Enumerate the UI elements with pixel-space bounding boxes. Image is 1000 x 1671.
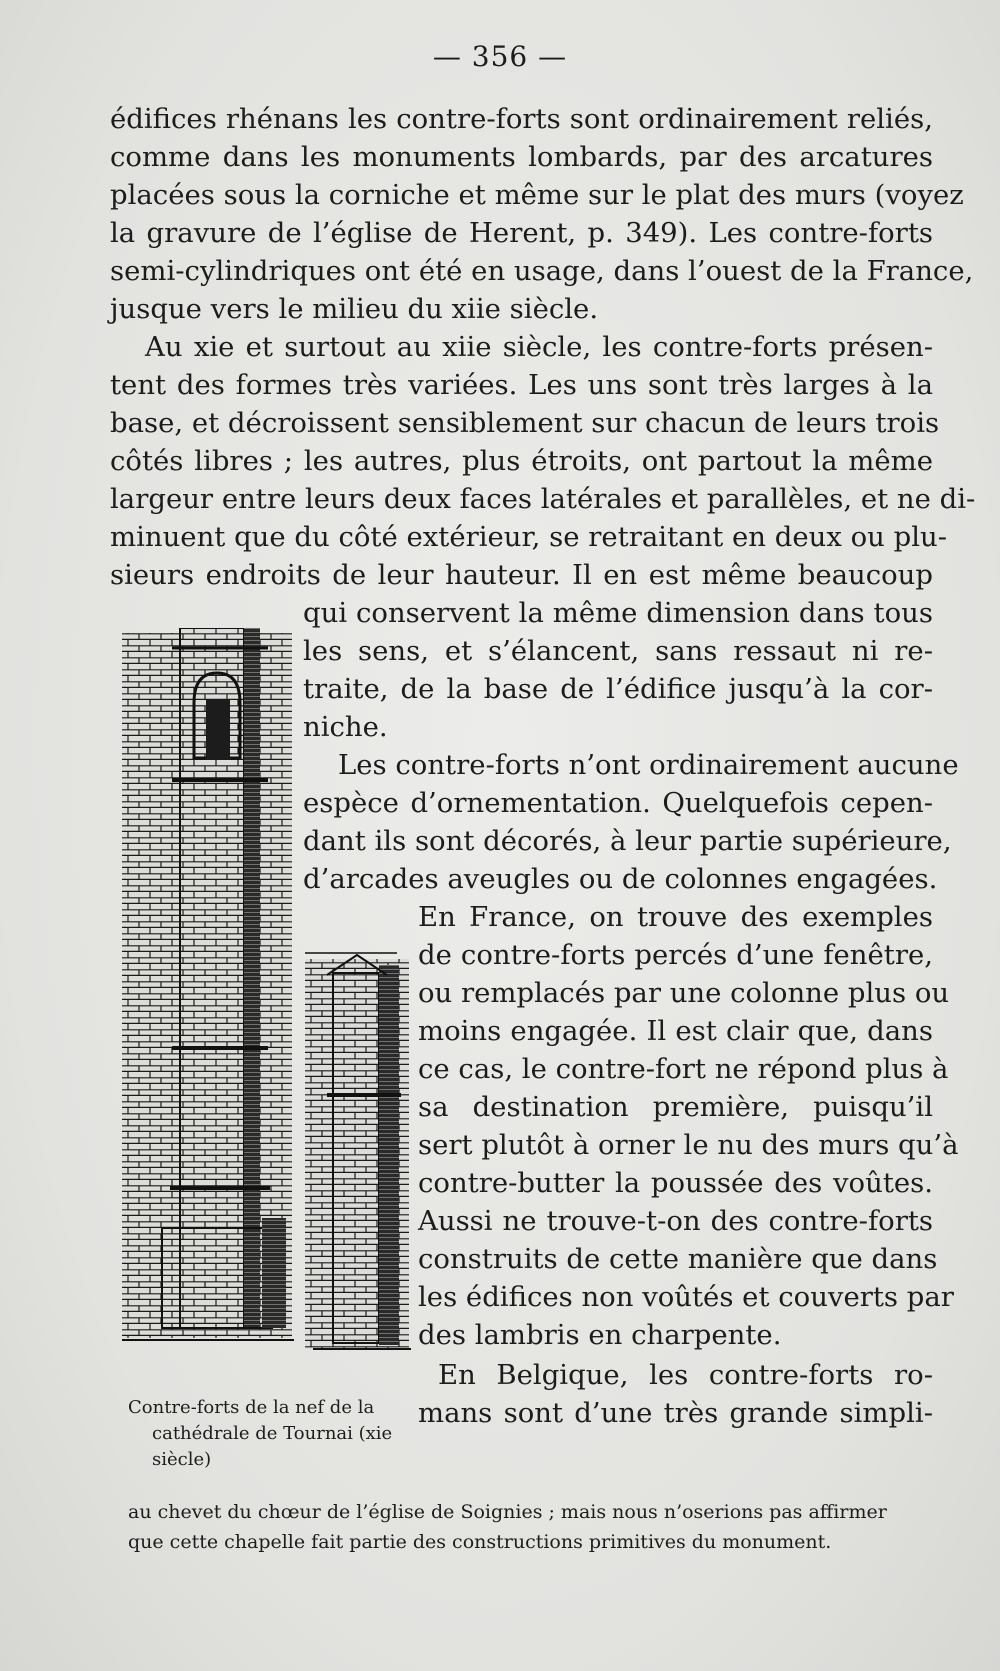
text-line: Les contre-forts n’ont ordinairement aucune: [338, 749, 959, 781]
text-line: de contre-forts percés d’une fenêtre,: [418, 939, 933, 971]
text-line: comme dans les monuments lombards, par des arcatures: [110, 141, 933, 173]
text-line: édifices rhénans les contre-forts sont ordinairement reliés,: [110, 103, 933, 135]
text-line: largeur entre leurs deux faces latérales et parallèles, et ne di-: [110, 483, 976, 515]
text-line: des lambris en charpente.: [418, 1319, 782, 1351]
text-line: base, et décroissent sensiblement sur chacun de leurs trois: [110, 407, 940, 439]
figure-caption-line: Contre-forts de la nef de la: [128, 1397, 375, 1418]
figure-caption-line: siècle): [152, 1449, 212, 1470]
buttress-engraving-tall: [122, 628, 304, 1388]
text-line: contre-butter la poussée des voûtes.: [418, 1167, 933, 1199]
text-line: semi-cylindriques ont été en usage, dans l’ouest de la France,: [110, 255, 974, 287]
text-line: jusque vers le milieu du xiie siècle.: [110, 293, 599, 325]
text-line: les sens, et s’élancent, sans ressaut ni re-: [303, 635, 933, 667]
text-line: mans sont d’une très grande simpli-: [418, 1397, 933, 1429]
text-line: tent des formes très variées. Les uns sont très larges à la: [110, 369, 933, 401]
text-line: Aussi ne trouve-t-on des contre-forts: [418, 1205, 933, 1237]
text-line: ou remplacés par une colonne plus ou: [418, 977, 950, 1009]
figure-caption-line: cathédrale de Tournai (xie: [152, 1423, 393, 1444]
text-line: sa destination première, puisqu’il: [418, 1091, 933, 1123]
text-line: qui conservent la même dimension dans tous: [303, 597, 933, 629]
text-line: dant ils sont décorés, à leur partie supérieure,: [303, 825, 952, 857]
text-line: côtés libres ; les autres, plus étroits, ont partout la même: [110, 445, 933, 477]
text-line: traite, de la base de l’édifice jusqu’à la cor-: [303, 673, 933, 705]
footnote-line: que cette chapelle fait partie des constructions primitives du monument.: [128, 1531, 832, 1553]
text-line: les édifices non voûtés et couverts par: [418, 1281, 954, 1313]
page-number: — 356 —: [432, 40, 568, 73]
text-line: Au xie et surtout au xiie siècle, les contre-forts présen-: [145, 331, 933, 363]
text-line: moins engagée. Il est clair que, dans: [418, 1015, 933, 1047]
text-line: la gravure de l’église de Herent, p. 349). Les contre-forts: [110, 217, 933, 249]
text-line: ce cas, le contre-fort ne répond plus à: [418, 1053, 949, 1085]
text-line: niche.: [303, 711, 388, 743]
text-line: En France, on trouve des exemples: [418, 901, 933, 933]
text-line: placées sous la corniche et même sur le plat des murs (voyez: [110, 179, 964, 211]
footnote-line: au chevet du chœur de l’église de Soignies ; mais nous n’oserions pas affirmer: [128, 1501, 887, 1523]
text-line: minuent que du côté extérieur, se retraitant en deux ou plu-: [110, 521, 947, 553]
text-line: d’arcades aveugles ou de colonnes engagées.: [303, 863, 938, 895]
text-line: construits de cette manière que dans: [418, 1243, 938, 1275]
text-line: sert plutôt à orner le nu des murs qu’à: [418, 1129, 959, 1161]
text-line: espèce d’ornementation. Quelquefois cepen-: [303, 787, 933, 819]
text-line: sieurs endroits de leur hauteur. Il en est même beaucoup: [110, 559, 933, 591]
text-line: En Belgique, les contre-forts ro-: [438, 1359, 933, 1391]
buttress-engraving-short: [305, 945, 413, 1373]
